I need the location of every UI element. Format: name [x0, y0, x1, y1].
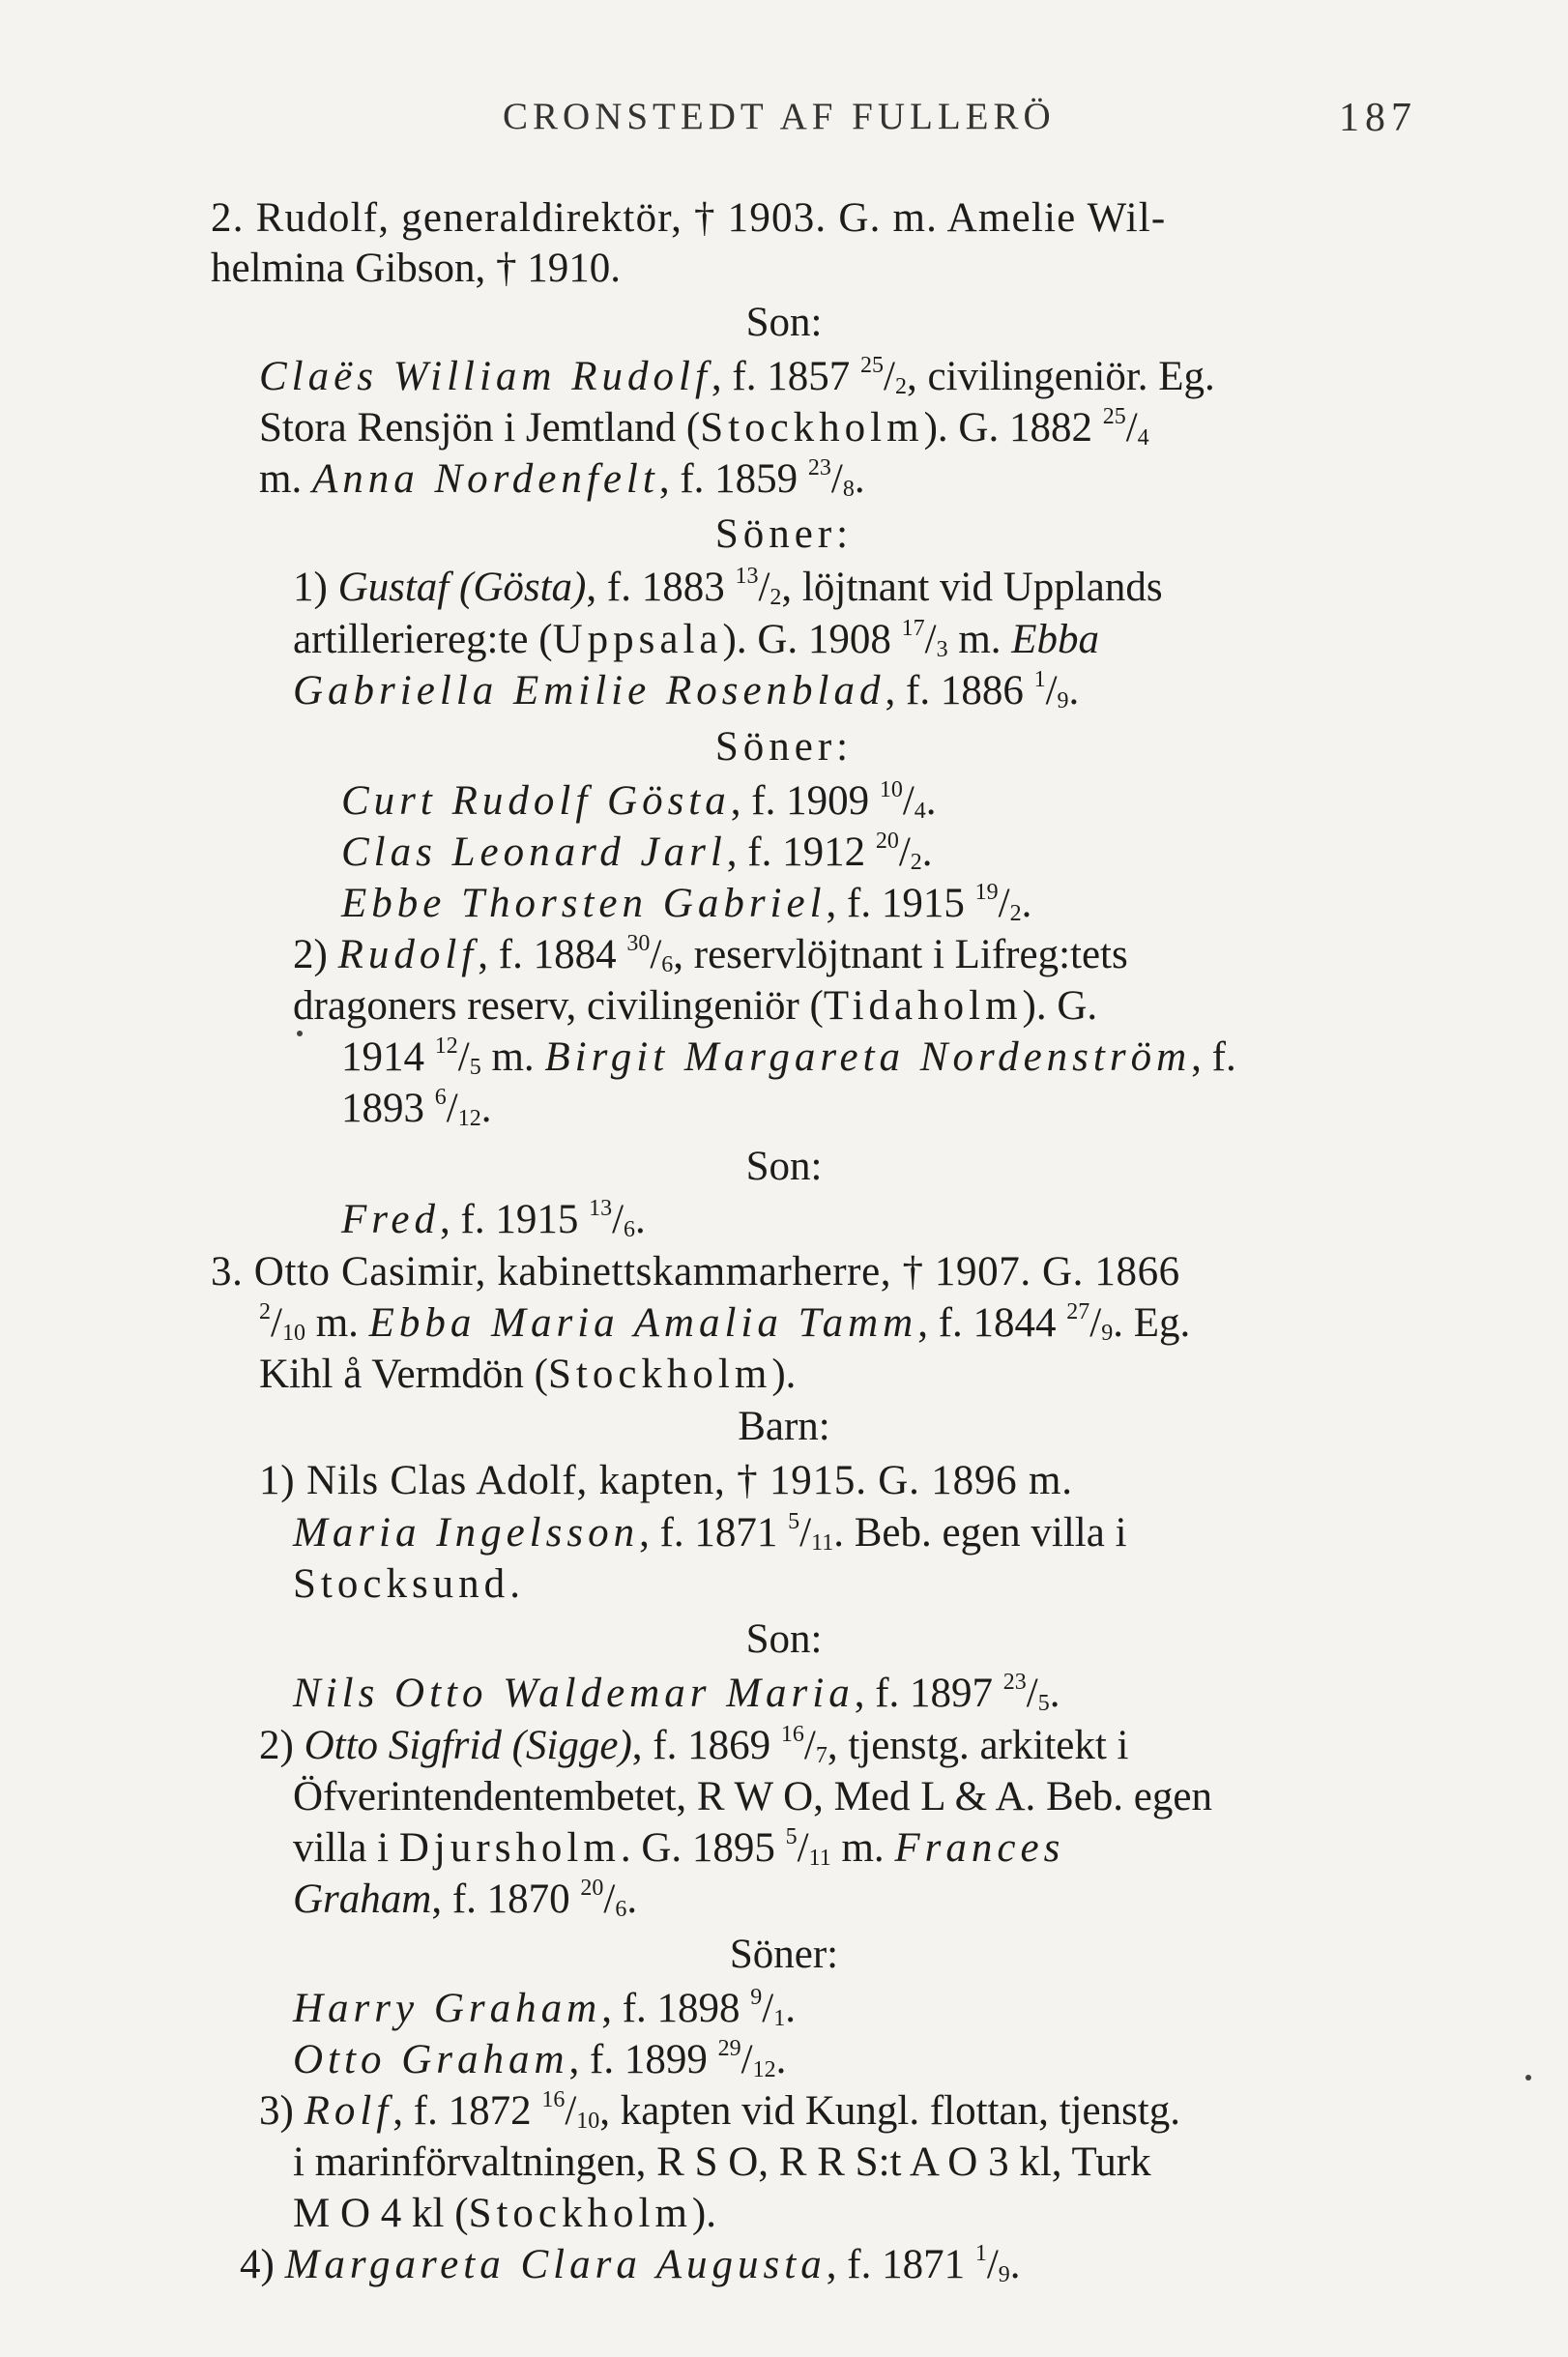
text-line: Clas Leonard Jarl, f. 1912 $^{20}/_2$. — [341, 829, 933, 875]
text-line: 1) Gustaf (Gösta), f. 1883 $^{13}/_2$, löjtnant vid Upplands — [293, 564, 1163, 610]
section-heading: Söner: — [729, 1932, 839, 1977]
text-line: Claës William Rudolf, f. 1857 $^{25}/_2$, civilingeniör. Eg. — [259, 353, 1215, 399]
print-speck — [1525, 2075, 1531, 2081]
running-title: CRONSTEDT AF FULLERÖ — [503, 96, 1056, 137]
text-line: Harry Graham, f. 1898 $^9/_1$. — [293, 1985, 796, 2031]
print-speck — [297, 1031, 303, 1036]
text-line: 1893 $^6/_{12}$. — [341, 1085, 492, 1131]
running-header — [0, 95, 1568, 153]
text-line: M O 4 kl (Stockholm). — [293, 2191, 716, 2236]
text-line: Otto Graham, f. 1899 $^{29}/_{12}$. — [293, 2036, 787, 2082]
text-line: i marinförvaltningen, R S O, R R S:t A O 3 kl, Turk — [293, 2139, 1151, 2185]
text-line: helmina Gibson, † 1910. — [211, 246, 621, 291]
entry-heading: 2. Rudolf, generaldirektör, † 1903. G. m. Amelie Wil- — [211, 195, 1167, 241]
section-heading: Son: — [745, 1144, 823, 1189]
text-line: 2) Otto Sigfrid (Sigge), f. 1869 $^{16}/_7$, tjenstg. arkitekt i — [259, 1722, 1129, 1768]
text-line: Kihl å Vermdön (Stockholm). — [259, 1352, 797, 1397]
text-line: 4) Margareta Clara Augusta, f. 1871 $^1/_9$. — [240, 2241, 1021, 2287]
section-heading: Son: — [745, 300, 823, 345]
text-line: Gabriella Emilie Rosenblad, f. 1886 $^1/_9$. — [293, 667, 1080, 713]
text-line: artilleriereg:te (Uppsala). G. 1908 $^{17}/_3$ m. Ebba — [293, 616, 1100, 662]
text-line: Curt Rudolf Gösta, f. 1909 $^{10}/_4$. — [341, 777, 937, 824]
text-line: villa i Djursholm. G. 1895 $^5/_{11}$ m. Frances — [293, 1824, 1065, 1871]
section-heading: Söner: — [714, 724, 854, 770]
text-line: 1) Nils Clas Adolf, kapten, † 1915. G. 1896 m. — [259, 1458, 1073, 1503]
text-line: Nils Otto Waldemar Maria, f. 1897 $^{23}/_5$. — [293, 1670, 1060, 1716]
entry-heading: 3. Otto Casimir, kabinettskammarherre, † 1907. G. 1866 — [211, 1249, 1180, 1295]
text-line: m. Anna Nordenfelt, f. 1859 $^{23}/_8$. — [259, 455, 865, 502]
text-line: Stora Rensjön i Jemtland (Stockholm). G. 1882 $^{25}/_4$ — [259, 404, 1149, 451]
text-line: Maria Ingelsson, f. 1871 $^5/_{11}$. Beb. egen villa i — [293, 1509, 1127, 1556]
text-line: Fred, f. 1915 $^{13}/_6$. — [341, 1196, 646, 1242]
text-line: Öfverintendentembetet, R W O, Med L & A. Beb. egen — [293, 1774, 1212, 1819]
text-line: Ebbe Thorsten Gabriel, f. 1915 $^{19}/_2$. — [341, 880, 1032, 926]
section-heading: Son: — [745, 1616, 823, 1662]
text-line: $^2/_{10}$ m. Ebba Maria Amalia Tamm, f. 1844 $^{27}/_9$. Eg. — [259, 1299, 1191, 1346]
text-line: 3) Rolf, f. 1872 $^{16}/_{10}$, kapten vid Kungl. flottan, tjenstg. — [259, 2087, 1181, 2134]
page-number: 187 — [1339, 96, 1417, 140]
text-line: Stocksund. — [293, 1561, 520, 1607]
text-line: 1914 $^{12}/_5$ m. Birgit Margareta Nordenström, f. — [341, 1033, 1236, 1080]
text-line: dragoners reserv, civilingeniör (Tidaholm). G. — [293, 983, 1098, 1029]
section-heading: Barn: — [738, 1404, 830, 1449]
text-line: Graham, f. 1870 $^{20}/_6$. — [293, 1876, 638, 1922]
section-heading: Söner: — [714, 511, 854, 557]
text-line: 2) Rudolf, f. 1884 $^{30}/_6$, reservlöjtnant i Lifreg:tets — [293, 931, 1128, 977]
